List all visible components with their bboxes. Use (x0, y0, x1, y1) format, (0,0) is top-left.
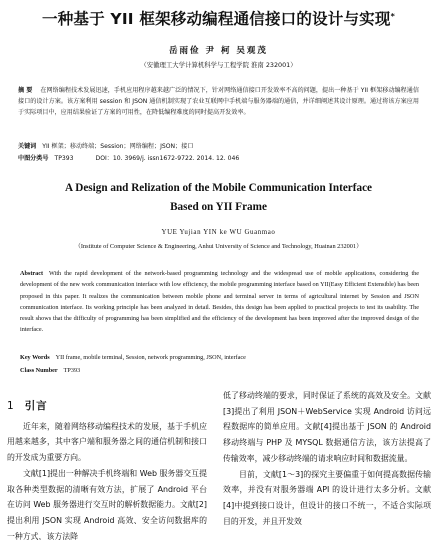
chinese-title (8, 9, 429, 29)
body-paragraph: 目前，文献[1～3]的探究主要偏重于如何提高数据传输效率，并没有对服务器端 API 的设计进行太多分析。文献[4]中提到接口设计，但设计的接口不统一，不适合实际项目的开发，并且开发效 (223, 469, 431, 526)
chinese-abstract-label: 摘 要 (18, 87, 33, 94)
english-classification (20, 367, 419, 374)
chinese-title-text: 一种基于 YII 框架移动编程通信接口的设计与实现 (42, 10, 391, 28)
chinese-affiliation: （安徽理工大学计算机科学与工程学院 淮南 232001） (140, 61, 297, 69)
chinese-abstract-text: 在网络编程技术发展迅速，手机应用程序越来越广泛的情况下，针对网络通信接口开发效率不高的问题，提出一种基于 YII 框架移动编程通信接口的设计方案。该方案利用 session 和 JSON 通信机制实现了农业互联网中手机端与服务器端的通信，并详细阐述其设计原理。通过将该方案应用于实际项目中，应用结果验证了方案的可用性，在降低编程难度的同时提高开发效率。 (18, 87, 419, 117)
english-title-line-1: A Design and Relization of the Mobile Communication Interface (64, 182, 372, 194)
doi: DOI：10. 3969/j. issn1672-9722. 2014. 12. 046 (95, 155, 240, 162)
english-authors: YUE Yujian YIN ke WU Guanmao (161, 229, 276, 236)
english-title-line-2: Based on YII Frame (170, 201, 267, 213)
english-keywords-text: YII frame, mobile terminal, Session, network programming, JSON, interface (55, 354, 246, 361)
body-paragraph: 低了移动终端的要求，同时保证了系统的高效及安全。文献[3]提出了利用 JSON＋WebService 实现 Android 访问远程数据库的简单应用。文献[4]提出基于 JSON 的 Android 移动终端与 PHP 及 MYSQL 数据通信方法，该方法提高了传输效率，减少移动终端的请求响应时间和数据流量。 (223, 391, 431, 463)
section-heading (7, 399, 207, 415)
chinese-classification (18, 153, 419, 162)
english-keywords (20, 354, 419, 361)
chinese-keywords (18, 141, 419, 150)
chinese-abstract (18, 85, 419, 118)
chinese-class-label: 中图分类号 (18, 155, 49, 162)
english-class-label: Class Number (20, 367, 58, 374)
body-column-left (7, 388, 207, 540)
section-title: 引言 (24, 400, 48, 412)
english-class-code: TP393 (63, 367, 81, 374)
body-column-right (223, 388, 431, 529)
chinese-keywords-text: YII 框架；移动终端；Session；网络编程；JSON；接口 (42, 143, 194, 150)
english-title (0, 179, 437, 217)
english-abstract-text: With the rapid development of the network-based programming technology and the widespread use of mobile applications, considering the development of the new work communication interface with low efficiency, the mobile programming interface based on YII(Easy Efficient Extensible) has been proposed in this paper. It realizes the communication between mobile phone and terminal server in terms of agricultural internet by Session and JSON communication interface. Its working principle has been analyzed in detail. Besides, this design has been applied to practical projects to test its usability. The result shows that the difficulty of programming has been simplified and the efficiency of the development has been improved after the improved design of the interface. (20, 270, 419, 334)
title-footnote-mark: * (390, 12, 395, 21)
chinese-keywords-label: 关键词 (18, 143, 37, 150)
chinese-authors: 岳雨俭 尹 柯 吴观茂 (169, 46, 268, 56)
body-paragraph: 文献[1]提出一种解决手机终端和 Web 服务器交互提取各种类型数据的清晰有效方法，扩展了 Android 平台在访问 Web 服务器进行交互时的解析数据能力。文献[2]提出利用 JSON 实现 Android 高效、安全访问数据库的一种方式，该方法降 (7, 468, 207, 540)
english-abstract-label: Abstract (20, 270, 44, 277)
section-number: 1 (7, 400, 15, 412)
chinese-class-code: TP393 (54, 155, 74, 162)
body-paragraph: 近年来，随着网络移动编程技术的发展，基于手机应用越来越多，其中客户端和服务器之间的通信机制和接口的开发成为重要方向。 (7, 421, 207, 463)
english-affiliation: （Institute of Computer Science & Engineering, Anhui University of Science and Technology, Huainan 232001） (74, 243, 363, 250)
english-keywords-label: Key Words (20, 354, 50, 361)
english-abstract (20, 268, 419, 336)
